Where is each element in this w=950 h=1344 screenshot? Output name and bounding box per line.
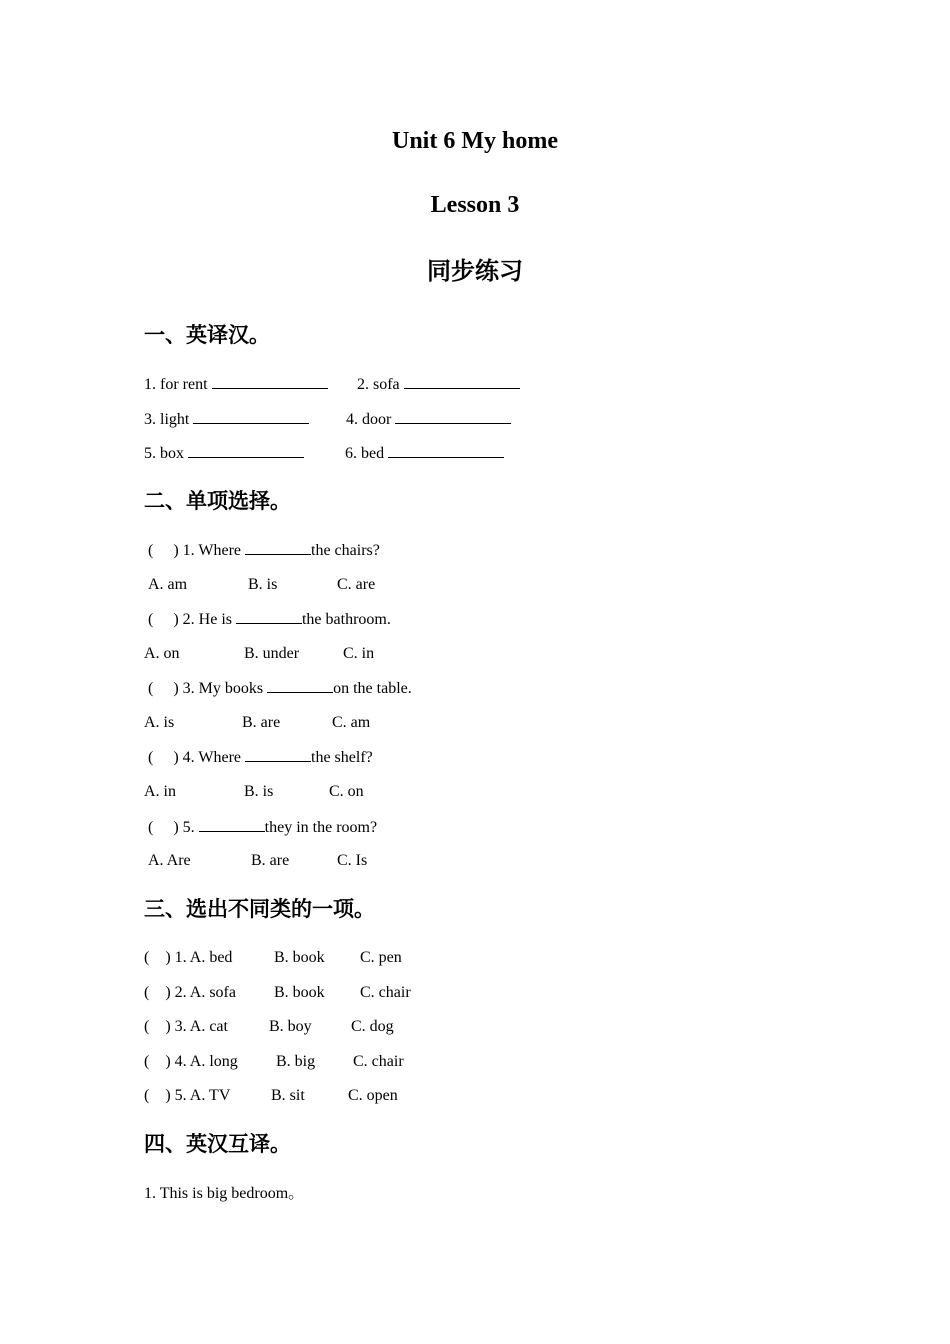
mc-option-b: B. is: [244, 783, 274, 800]
mc-option-c: C. Is: [337, 852, 368, 869]
answer-blank[interactable]: [267, 678, 333, 693]
mc-option-a: A. on: [144, 645, 180, 662]
odd-one-out-option-b: B. big: [276, 1053, 316, 1070]
answer-blank[interactable]: [199, 817, 265, 832]
answer-blank[interactable]: [212, 374, 328, 389]
odd-one-out-option-c: C. chair: [353, 1053, 404, 1070]
mc-option-c: C. are: [337, 576, 376, 593]
answer-blank[interactable]: [395, 409, 511, 424]
section-3-heading: 三、选出不同类的一项。: [144, 897, 375, 921]
answer-blank[interactable]: [245, 747, 311, 762]
mc-option-a: A. in: [144, 783, 176, 800]
mc-question-3: ( ) 3. My books on the table.: [148, 680, 412, 697]
odd-one-out-item-1: ( ) 1. A. bed: [144, 949, 233, 966]
odd-one-out-item-3: ( ) 3. A. cat: [144, 1018, 228, 1035]
odd-one-out-option-c: C. dog: [351, 1018, 394, 1035]
mc-option-a: A. Are: [148, 852, 191, 869]
vocab-item-4: 4. door: [346, 409, 511, 430]
lesson-title: Lesson 3: [430, 192, 520, 218]
odd-one-out-item-5: ( ) 5. A. TV: [144, 1087, 231, 1104]
answer-blank[interactable]: [188, 443, 304, 458]
answer-blank[interactable]: [193, 409, 309, 424]
mc-option-b: B. are: [251, 852, 290, 869]
vocab-item-3: 3. light: [144, 409, 309, 430]
vocab-item-6: 6. bed: [345, 443, 504, 464]
mc-option-c: C. in: [343, 645, 375, 662]
odd-one-out-item-2: ( ) 2. A. sofa: [144, 984, 236, 1001]
odd-one-out-option-b: B. book: [274, 949, 325, 966]
section-1-heading: 一、英译汉。: [144, 323, 270, 347]
unit-title: Unit 6 My home: [392, 128, 558, 154]
odd-one-out-option-c: C. open: [348, 1087, 398, 1104]
odd-one-out-option-c: C. pen: [360, 949, 402, 966]
mc-option-c: C. am: [332, 714, 371, 731]
vocab-item-1: 1. for rent: [144, 374, 328, 395]
worksheet-subtitle: 同步练习: [427, 259, 523, 285]
mc-question-5: ( ) 5. they in the room?: [148, 819, 378, 836]
odd-one-out-option-c: C. chair: [360, 984, 411, 1001]
mc-option-a: A. is: [144, 714, 175, 731]
odd-one-out-item-4: ( ) 4. A. long: [144, 1053, 238, 1070]
section-2-heading: 二、单项选择。: [144, 489, 291, 513]
odd-one-out-option-b: B. book: [274, 984, 325, 1001]
mc-question-4: ( ) 4. Where the shelf?: [148, 749, 373, 766]
mc-option-a: A. am: [148, 576, 188, 593]
vocab-item-5: 5. box: [144, 443, 304, 464]
mc-option-b: B. are: [242, 714, 281, 731]
answer-blank[interactable]: [388, 443, 504, 458]
mc-option-c: C. on: [329, 783, 364, 800]
answer-blank[interactable]: [245, 540, 311, 555]
mc-question-1: ( ) 1. Where the chairs?: [148, 542, 380, 559]
mc-option-b: B. under: [244, 645, 300, 662]
odd-one-out-option-b: B. sit: [271, 1087, 305, 1104]
odd-one-out-option-b: B. boy: [269, 1018, 312, 1035]
answer-blank[interactable]: [236, 609, 302, 624]
translation-item-1: 1. This is big bedroom。: [144, 1185, 305, 1202]
answer-blank[interactable]: [404, 374, 520, 389]
mc-option-b: B. is: [248, 576, 278, 593]
mc-question-2: ( ) 2. He is the bathroom.: [148, 611, 391, 628]
section-4-heading: 四、英汉互译。: [144, 1132, 291, 1156]
vocab-item-2: 2. sofa: [357, 374, 520, 395]
